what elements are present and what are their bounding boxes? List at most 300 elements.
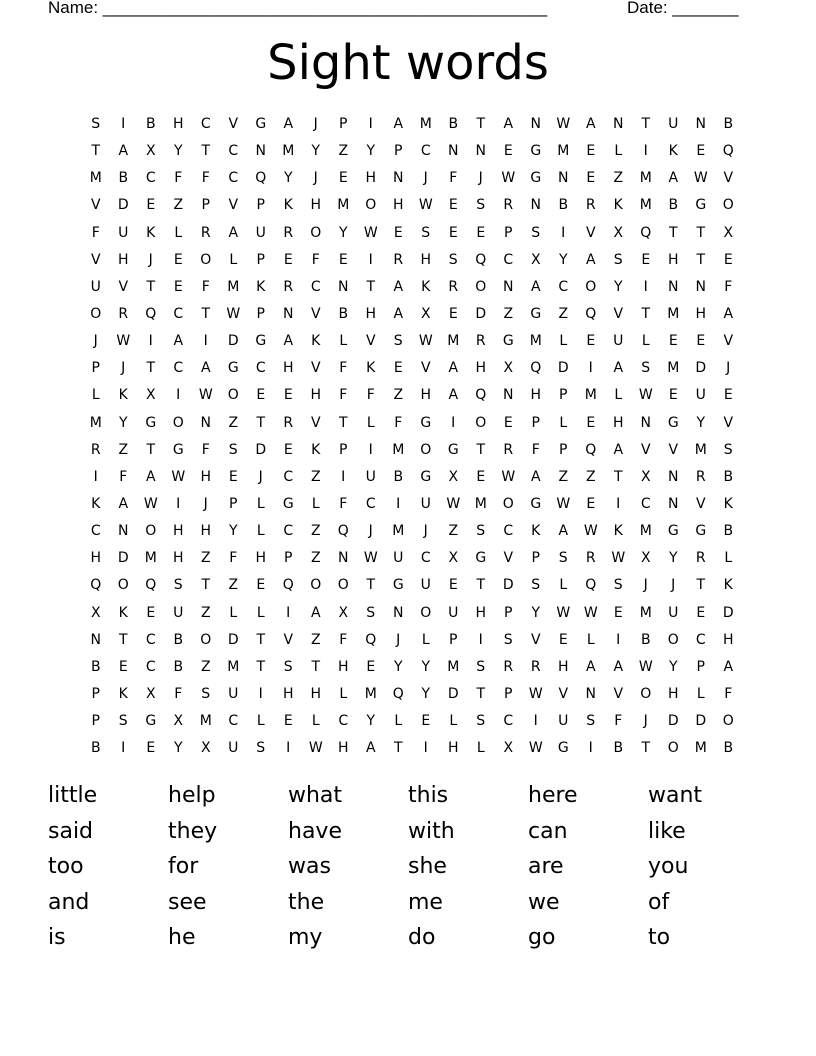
grid-cell: Z [310, 631, 321, 648]
grid-cell: A [283, 116, 294, 132]
grid-cell: C [173, 305, 184, 322]
grid-cell: M [89, 414, 102, 431]
grid-cell: F [724, 278, 733, 295]
grid-cell: R [393, 251, 404, 268]
grid-row [82, 735, 742, 762]
grid-cell: G [145, 414, 157, 431]
grid-cell: H [612, 414, 624, 431]
grid-cell: Y [118, 414, 128, 431]
grid-row [82, 464, 742, 491]
grid-cell: L [559, 414, 568, 431]
grid-cell: I [286, 740, 291, 757]
grid-cell: V [118, 278, 129, 295]
word-list-item: we [528, 889, 560, 915]
grid-cell: I [451, 414, 456, 431]
grid-cell: B [723, 468, 734, 485]
grid-cell: D [117, 550, 129, 567]
word-list [48, 778, 768, 956]
grid-cell: M [89, 170, 102, 187]
word-list-item: see [168, 889, 207, 915]
grid-row [82, 328, 742, 355]
word-list-item: she [408, 854, 447, 880]
grid-cell: R [585, 197, 596, 214]
grid-cell: P [339, 441, 348, 458]
grid-cell: A [530, 468, 541, 485]
grid-cell: D [695, 713, 707, 730]
grid-cell: R [448, 278, 459, 295]
grid-cell: E [393, 224, 403, 241]
grid-cell: Z [558, 305, 569, 322]
grid-cell: L [614, 143, 623, 160]
grid-cell: N [695, 278, 706, 295]
grid-cell: X [420, 305, 431, 322]
grid-row [82, 192, 742, 219]
grid-cell: L [311, 713, 320, 730]
grid-cell: S [613, 251, 623, 268]
grid-row [82, 301, 742, 328]
grid-cell: K [118, 604, 128, 621]
word-row [48, 778, 768, 814]
grid-cell: F [91, 224, 100, 241]
grid-cell: L [174, 224, 183, 241]
grid-cell: K [531, 523, 541, 540]
grid-cell: J [203, 495, 208, 512]
grid-cell: O [172, 414, 184, 431]
grid-cell: R [503, 441, 514, 458]
grid-cell: U [90, 278, 101, 295]
grid-cell: V [723, 333, 734, 350]
grid-cell: C [640, 495, 651, 512]
grid-cell: Q [585, 305, 597, 322]
grid-cell: S [91, 116, 101, 132]
grid-cell: P [531, 414, 540, 431]
grid-cell: E [146, 604, 156, 621]
grid-cell: E [338, 251, 348, 268]
grid-cell: A [118, 143, 129, 160]
grid-cell: T [393, 740, 403, 757]
grid-cell: C [145, 170, 156, 187]
grid-cell: N [338, 550, 349, 567]
grid-cell: D [475, 305, 487, 322]
grid-cell: S [613, 577, 623, 594]
grid-cell: J [313, 116, 318, 132]
grid-cell: S [366, 604, 376, 621]
grid-cell: J [671, 577, 676, 594]
grid-cell: A [585, 658, 596, 675]
grid-cell: N [118, 523, 129, 540]
grid-cell: U [668, 604, 679, 621]
grid-cell: T [201, 577, 211, 594]
grid-cell: S [476, 523, 486, 540]
grid-cell: I [396, 495, 401, 512]
grid-cell: U [228, 685, 239, 702]
grid-cell: T [146, 441, 156, 458]
grid-cell: N [283, 305, 294, 322]
grid-cell: K [91, 495, 101, 512]
grid-cell: V [228, 197, 239, 214]
grid-cell: I [423, 740, 428, 757]
grid-cell: O [667, 740, 679, 757]
grid-cell: E [723, 387, 733, 404]
grid-cell: C [503, 713, 514, 730]
grid-cell: G [502, 333, 514, 350]
grid-cell: K [366, 360, 376, 377]
grid-cell: W [116, 333, 131, 350]
grid-cell: Y [283, 170, 293, 187]
grid-cell: E [448, 305, 458, 322]
grid-cell: T [696, 577, 706, 594]
grid-cell: N [393, 604, 404, 621]
grid-cell: K [311, 333, 321, 350]
grid-cell: B [145, 116, 156, 132]
grid-cell: B [723, 740, 734, 757]
grid-cell: W [528, 685, 543, 702]
grid-cell: G [420, 468, 432, 485]
grid-cell: C [145, 658, 156, 675]
grid-cell: D [117, 197, 129, 214]
grid-cell: W [418, 197, 433, 214]
grid-cell: A [613, 441, 624, 458]
grid-cell: O [420, 441, 432, 458]
grid-cell: H [310, 197, 322, 214]
grid-cell: T [476, 441, 486, 458]
grid-cell: U [695, 387, 706, 404]
grid-cell: E [228, 468, 238, 485]
grid-cell: L [449, 713, 458, 730]
grid-cell: G [695, 523, 707, 540]
grid-cell: G [145, 713, 157, 730]
grid-cell: T [366, 278, 376, 295]
grid-cell: L [394, 713, 403, 730]
grid-cell: E [366, 658, 376, 675]
grid-cell: W [418, 333, 433, 350]
grid-cell: P [256, 251, 265, 268]
name-line: Name: _______________________________________________ [48, 0, 548, 17]
grid-cell: F [339, 495, 348, 512]
grid-cell: C [228, 713, 239, 730]
grid-cell: U [420, 495, 431, 512]
grid-cell: V [723, 170, 734, 187]
grid-cell: O [420, 604, 432, 621]
grid-cell: L [229, 251, 238, 268]
grid-cell: C [90, 523, 101, 540]
grid-cell: P [256, 197, 265, 214]
grid-cell: I [588, 360, 593, 377]
grid-cell: E [173, 278, 183, 295]
grid-cell: Z [613, 170, 624, 187]
grid-cell: M [474, 495, 487, 512]
grid-cell: O [475, 414, 487, 431]
grid-cell: C [420, 143, 431, 160]
grid-cell: N [530, 116, 541, 132]
grid-cell: H [310, 387, 322, 404]
grid-cell: G [172, 441, 184, 458]
grid-cell: O [585, 278, 597, 295]
grid-cell: N [200, 414, 211, 431]
grid-cell: O [502, 495, 514, 512]
grid-row [82, 681, 742, 708]
grid-cell: H [282, 360, 294, 377]
grid-cell: X [723, 224, 734, 241]
grid-cell: P [339, 116, 348, 132]
grid-cell: T [91, 143, 101, 160]
grid-cell: R [530, 658, 541, 675]
grid-cell: O [117, 577, 129, 594]
grid-cell: Y [366, 713, 376, 730]
word-list-item: me [408, 889, 443, 915]
grid-cell: J [258, 468, 263, 485]
grid-cell: G [282, 495, 294, 512]
grid-cell: J [726, 360, 731, 377]
grid-cell: Z [200, 658, 211, 675]
grid-cell: M [529, 333, 542, 350]
grid-row [82, 627, 742, 654]
grid-cell: T [613, 468, 623, 485]
grid-cell: S [448, 251, 458, 268]
grid-cell: P [504, 224, 513, 241]
grid-cell: E [448, 577, 458, 594]
grid-cell: F [229, 550, 238, 567]
grid-cell: E [283, 441, 293, 458]
grid-cell: G [392, 577, 404, 594]
grid-cell: M [557, 143, 570, 160]
word-list-item: is [48, 925, 66, 951]
grid-cell: Q [585, 577, 597, 594]
grid-cell: I [616, 631, 621, 648]
grid-cell: H [365, 170, 377, 187]
grid-cell: G [420, 414, 432, 431]
grid-cell: I [148, 333, 153, 350]
grid-cell: V [310, 414, 321, 431]
grid-cell: W [528, 740, 543, 757]
grid-row [82, 165, 742, 192]
grid-cell: O [90, 305, 102, 322]
grid-cell: J [121, 360, 126, 377]
grid-cell: A [503, 116, 514, 132]
grid-cell: V [723, 414, 734, 431]
grid-cell: B [640, 631, 651, 648]
grid-cell: E [448, 224, 458, 241]
grid-cell: P [284, 550, 293, 567]
grid-cell: O [227, 387, 239, 404]
grid-cell: C [695, 631, 706, 648]
grid-cell: E [146, 740, 156, 757]
grid-cell: A [585, 251, 596, 268]
grid-cell: F [201, 170, 210, 187]
grid-cell: I [588, 740, 593, 757]
grid-cell: E [118, 658, 128, 675]
grid-cell: S [586, 713, 596, 730]
grid-cell: F [366, 387, 375, 404]
grid-cell: Y [173, 740, 183, 757]
grid-cell: G [255, 333, 267, 350]
grid-cell: B [90, 740, 101, 757]
grid-cell: L [311, 495, 320, 512]
grid-cell: N [503, 387, 514, 404]
grid-cell: W [226, 305, 241, 322]
grid-cell: R [475, 333, 486, 350]
grid-cell: X [503, 360, 514, 377]
grid-cell: E [503, 143, 513, 160]
grid-cell: V [90, 251, 101, 268]
grid-cell: Z [173, 197, 184, 214]
grid-cell: M [694, 740, 707, 757]
grid-cell: S [641, 360, 651, 377]
grid-cell: Q [475, 387, 487, 404]
grid-cell: C [228, 143, 239, 160]
grid-cell: Q [365, 631, 377, 648]
grid-cell: Y [668, 658, 678, 675]
grid-cell: T [311, 658, 321, 675]
grid-cell: H [90, 550, 102, 567]
grid-cell: O [200, 251, 212, 268]
grid-cell: V [310, 305, 321, 322]
grid-cell: V [613, 305, 624, 322]
grid-cell: Z [338, 143, 349, 160]
grid-cell: T [366, 577, 376, 594]
grid-cell: K [421, 278, 431, 295]
grid-cell: A [310, 604, 321, 621]
grid-cell: Y [421, 658, 431, 675]
grid-cell: J [148, 251, 153, 268]
grid-cell: T [146, 278, 156, 295]
grid-cell: N [393, 170, 404, 187]
grid-cell: V [668, 441, 679, 458]
grid-cell: F [449, 170, 458, 187]
grid-cell: N [338, 278, 349, 295]
grid-cell: I [368, 441, 373, 458]
grid-cell: A [448, 360, 459, 377]
grid-cell: Q [722, 143, 734, 160]
grid-cell: D [722, 604, 734, 621]
grid-cell: E [586, 414, 596, 431]
grid-cell: H [365, 305, 377, 322]
grid-cell: U [173, 604, 184, 621]
grid-cell: T [641, 740, 651, 757]
grid-cell: R [90, 441, 101, 458]
grid-cell: A [668, 170, 679, 187]
grid-cell: T [118, 631, 128, 648]
grid-cell: I [616, 495, 621, 512]
grid-cell: S [476, 658, 486, 675]
grid-cell: P [696, 658, 705, 675]
grid-cell: Q [282, 577, 294, 594]
grid-row [82, 111, 742, 138]
grid-cell: K [613, 523, 623, 540]
grid-cell: H [475, 360, 487, 377]
grid-cell: F [614, 713, 623, 730]
grid-cell: P [394, 143, 403, 160]
grid-cell: Z [310, 550, 321, 567]
grid-cell: G [530, 170, 542, 187]
grid-cell: P [201, 197, 210, 214]
grid-cell: D [255, 441, 267, 458]
word-list-item: go [528, 925, 556, 951]
grid-cell: W [363, 224, 378, 241]
grid-cell: Q [90, 577, 102, 594]
grid-cell: N [475, 143, 486, 160]
grid-cell: A [145, 468, 156, 485]
grid-cell: Q [585, 441, 597, 458]
grid-cell: Y [531, 604, 541, 621]
grid-cell: H [475, 604, 487, 621]
grid-cell: F [174, 685, 183, 702]
grid-cell: S [476, 197, 486, 214]
grid-cell: S [393, 333, 403, 350]
grid-cell: Q [530, 360, 542, 377]
grid-cell: F [311, 251, 320, 268]
grid-cell: Y [393, 658, 403, 675]
grid-cell: L [559, 577, 568, 594]
grid-cell: M [227, 658, 240, 675]
grid-cell: T [696, 224, 706, 241]
grid-row [82, 274, 742, 301]
grid-cell: M [694, 441, 707, 458]
grid-cell: W [583, 523, 598, 540]
word-list-item: of [648, 889, 670, 915]
grid-cell: L [256, 495, 265, 512]
grid-cell: E [476, 468, 486, 485]
grid-cell: A [228, 224, 239, 241]
grid-cell: P [504, 685, 513, 702]
grid-cell: D [227, 333, 239, 350]
grid-cell: E [448, 197, 458, 214]
grid-cell: T [201, 305, 211, 322]
grid-cell: B [558, 197, 569, 214]
grid-cell: Y [338, 224, 348, 241]
grid-cell: H [172, 116, 184, 132]
grid-cell: O [667, 631, 679, 648]
grid-cell: L [724, 550, 733, 567]
grid-cell: R [200, 224, 211, 241]
grid-cell: T [256, 658, 266, 675]
grid-cell: I [478, 631, 483, 648]
word-list-item: you [648, 854, 689, 880]
grid-cell: U [448, 604, 459, 621]
grid-cell: N [255, 143, 266, 160]
grid-cell: E [696, 143, 706, 160]
grid-cell: V [283, 631, 294, 648]
grid-cell: J [643, 713, 648, 730]
grid-cell: M [227, 278, 240, 295]
grid-cell: A [200, 360, 211, 377]
grid-cell: S [228, 441, 238, 458]
grid-cell: V [640, 441, 651, 458]
grid-cell: V [558, 685, 569, 702]
grid-cell: Q [475, 251, 487, 268]
grid-cell: W [198, 387, 213, 404]
word-list-item: little [48, 783, 98, 808]
word-list-item: he [168, 925, 196, 951]
grid-cell: L [256, 604, 265, 621]
grid-row [82, 518, 742, 545]
word-list-item: this [408, 783, 449, 808]
grid-cell: C [503, 251, 514, 268]
grid-row [82, 247, 742, 274]
grid-cell: N [613, 116, 624, 132]
grid-cell: N [503, 278, 514, 295]
grid-cell: E [668, 387, 678, 404]
word-list-item: are [528, 854, 564, 880]
grid-cell: I [286, 604, 291, 621]
grid-cell: N [558, 170, 569, 187]
grid-cell: N [668, 468, 679, 485]
grid-cell: I [368, 251, 373, 268]
grid-cell: H [200, 468, 212, 485]
grid-cell: G [530, 305, 542, 322]
grid-cell: H [200, 523, 212, 540]
grid-cell: O [200, 631, 212, 648]
